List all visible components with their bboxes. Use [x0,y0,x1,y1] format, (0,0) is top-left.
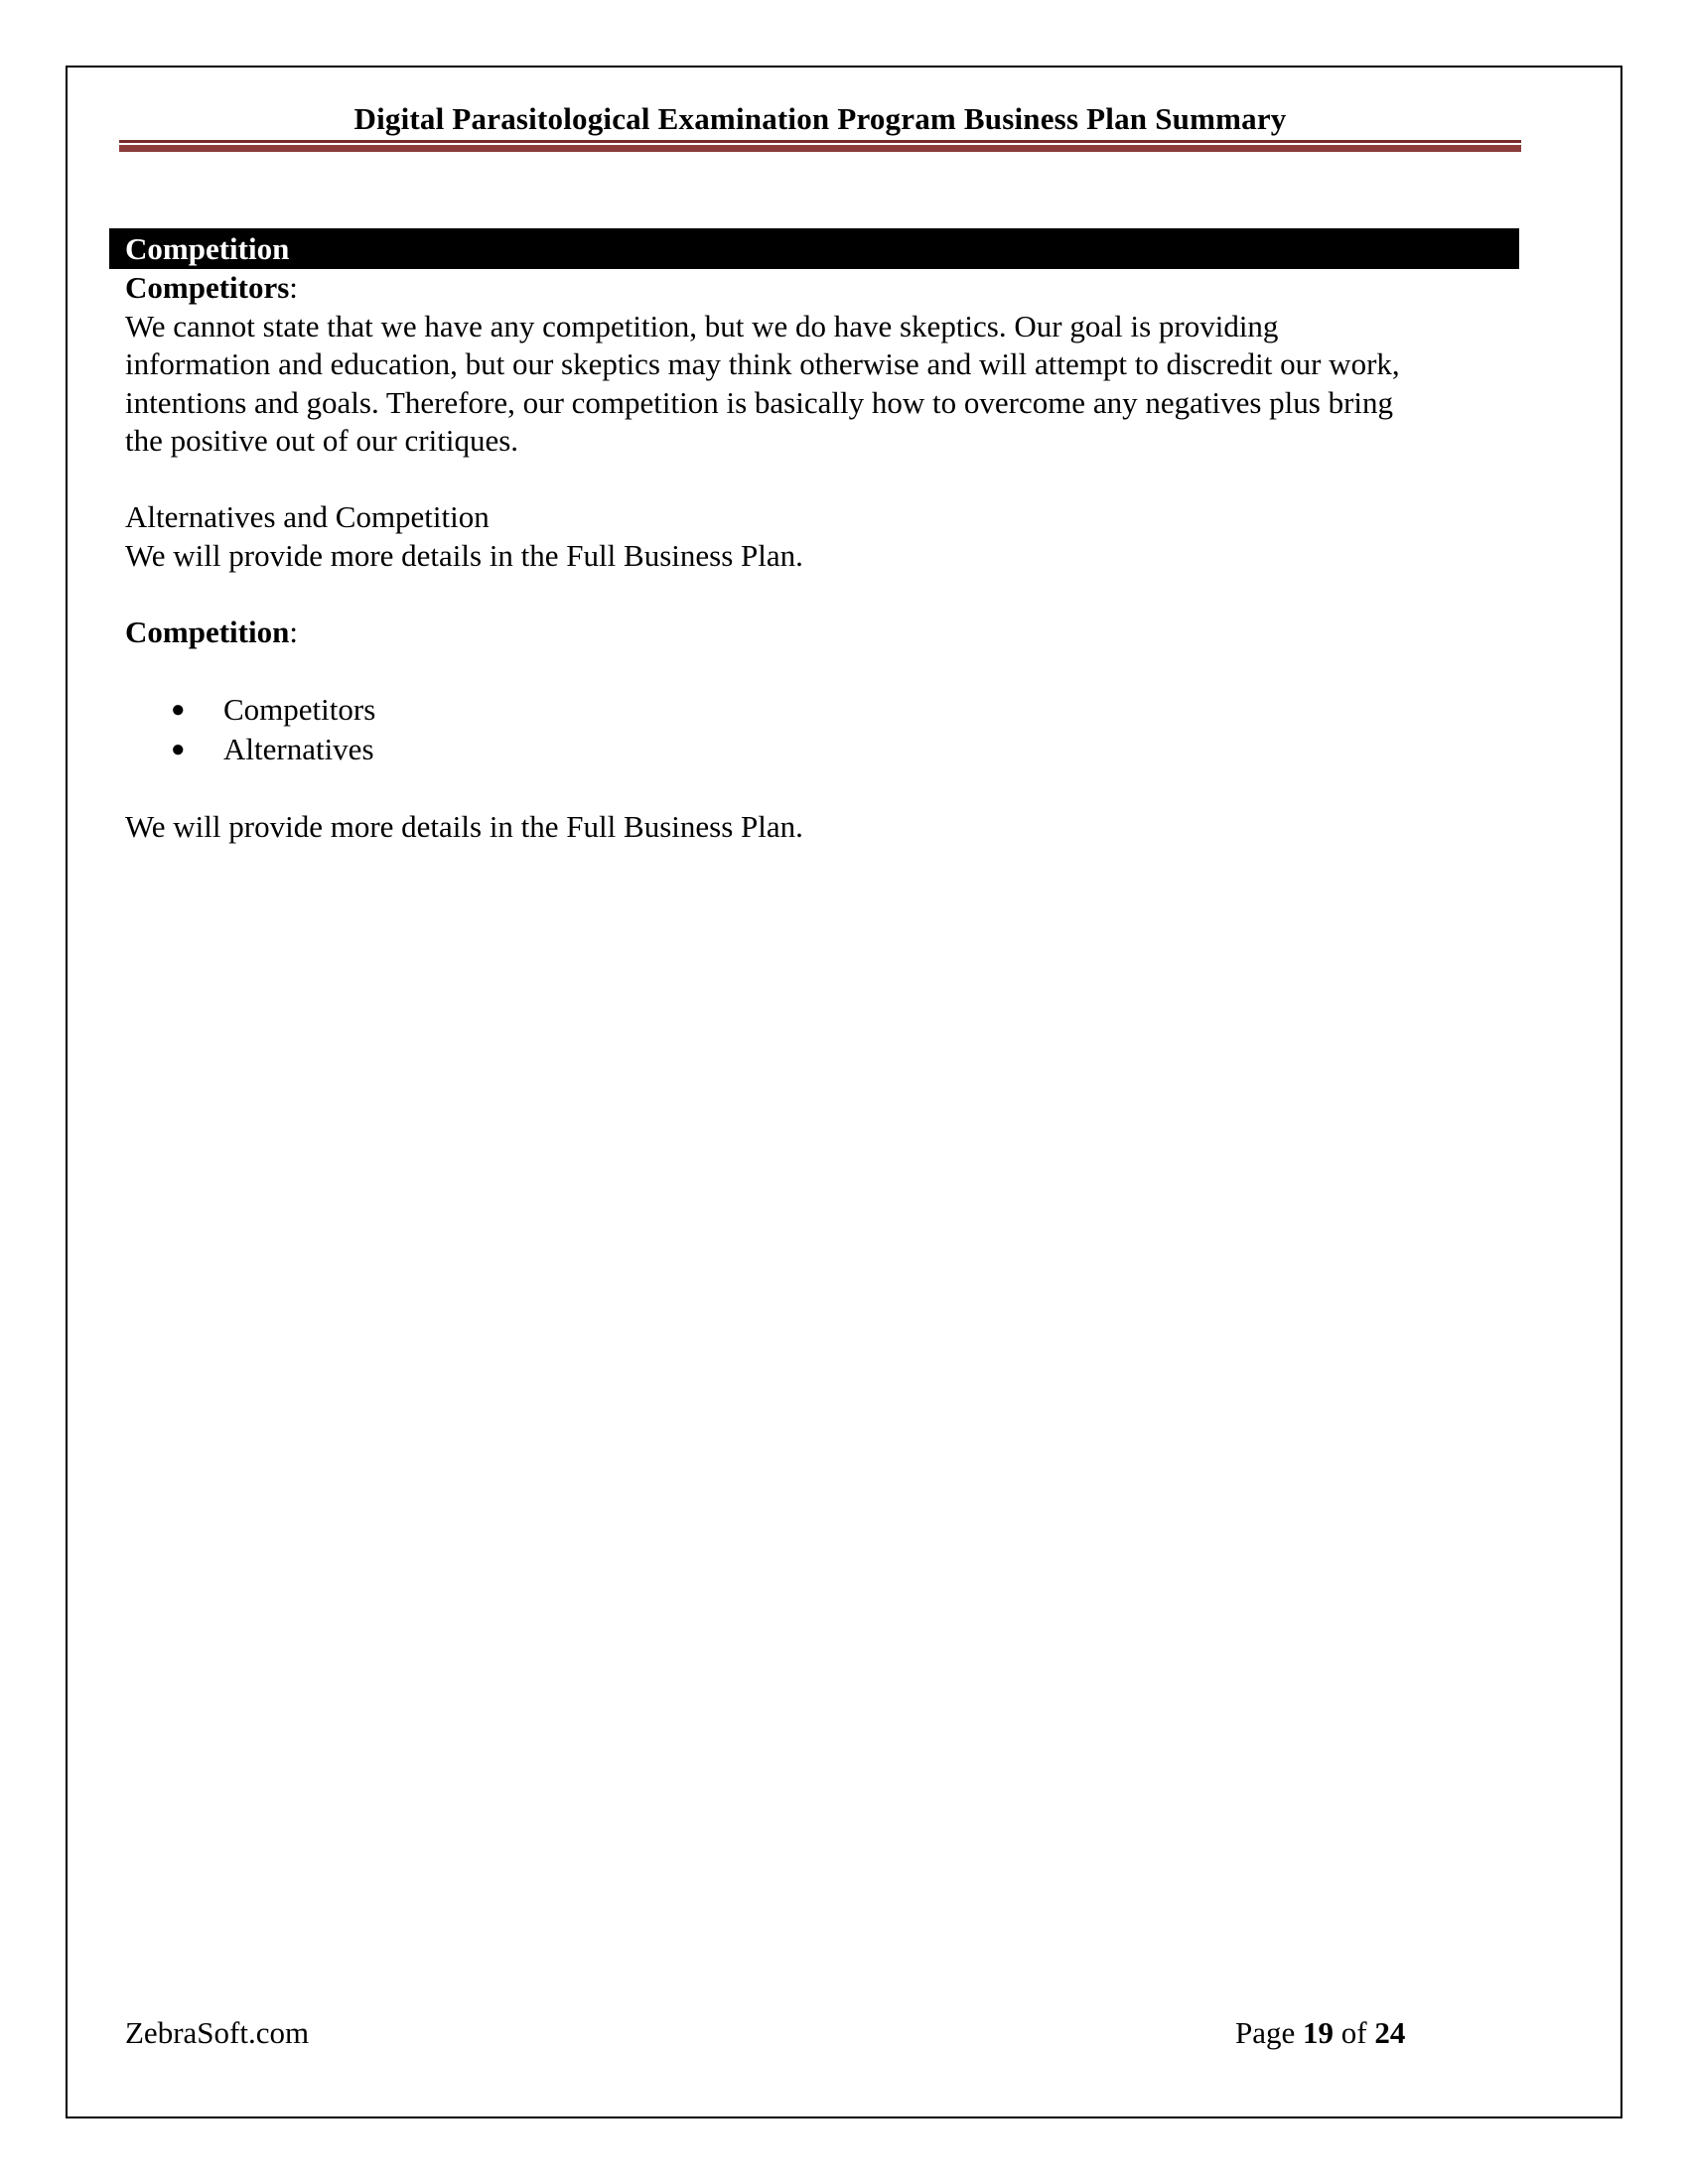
competitors-text-line: information and education, but our skeptics may think otherwise and will attempt to discredit our work, [125,346,1400,381]
main-content [125,269,1515,847]
page-prefix: Page [1235,2015,1304,2050]
bullet-item-label: Alternatives [223,732,374,766]
page-of: of [1334,2015,1375,2050]
header-rule-thin [119,140,1521,143]
section-heading: Competition [125,231,290,266]
bullet-icon: ● [171,737,186,762]
competition-label: Competition [125,614,290,649]
bullet-icon: ● [171,696,186,723]
bullet-item [125,730,1515,770]
footer-site: ZebraSoft.com [125,2015,310,2050]
competitors-heading [125,269,1515,308]
competition-heading [125,614,1515,652]
total-pages: 24 [1374,2015,1406,2050]
current-page: 19 [1303,2015,1335,2050]
competition-bullet-list [125,690,1515,770]
details-text: We will provide more details in the Full Business Plan. [125,537,803,573]
competition-colon: : [289,614,298,649]
competitors-text-line: We cannot state that we have any competition, but we do have skeptics. Our goal is providing [125,308,1279,343]
bullet-item [125,690,1515,731]
competitors-text-line: the positive out of our critiques. [125,423,519,458]
details-text: We will provide more details in the Full Business Plan. [125,809,803,844]
competitors-text-line: intentions and goals. Therefore, our competition is basically how to overcome any negatives plus bring [125,384,1394,420]
competitors-colon: : [289,270,298,305]
header-rule-thick [119,145,1521,152]
header-rule [119,140,1521,152]
competitors-label: Competitors [125,270,290,305]
bullet-item-label: Competitors [223,691,376,727]
document-header-title: Digital Parasitological Examination Program Business Plan Summary [353,101,1287,136]
alternatives-heading: Alternatives and Competition [125,499,490,534]
section-heading-bar [109,228,1519,269]
page-number [1235,2013,1405,2053]
